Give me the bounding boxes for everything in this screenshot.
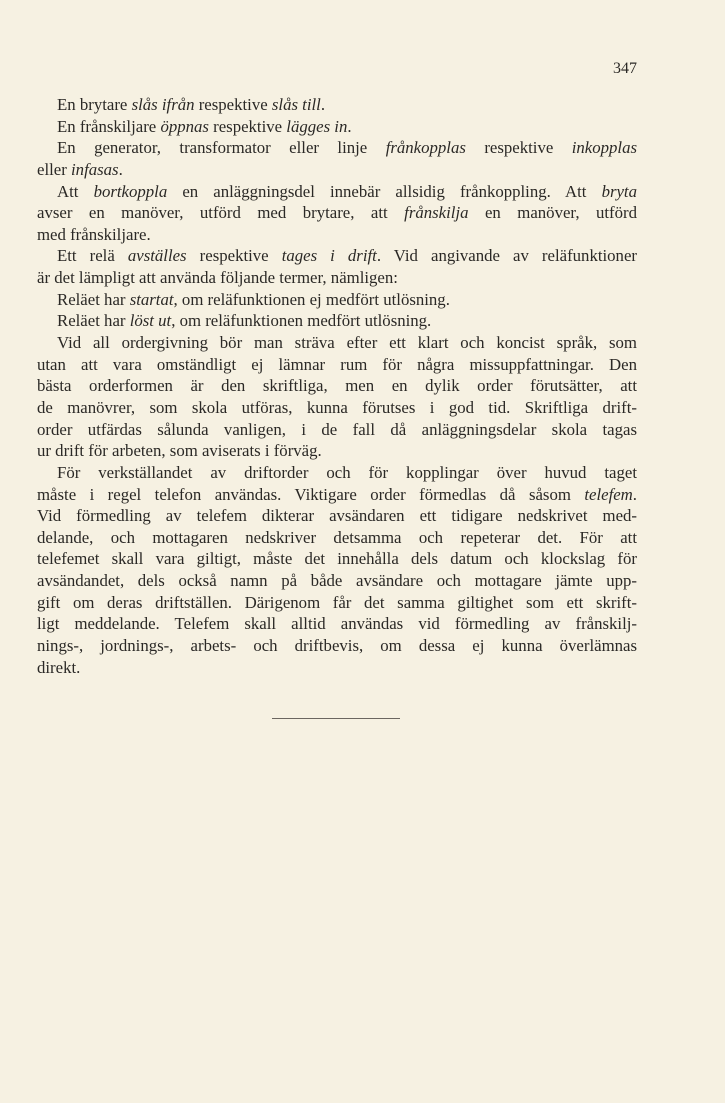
text-line <box>37 548 637 570</box>
italic-term: infasas <box>71 159 119 179</box>
italic-term: löst ut <box>129 311 172 331</box>
italic-term: slås ifrån <box>131 95 195 114</box>
text-line <box>37 505 637 527</box>
text-run: ur drift för arbeten, som aviserats i förväg. <box>37 441 322 461</box>
text-run: respektive <box>194 95 272 114</box>
italic-term: tages i drift <box>281 246 377 266</box>
text-run: , om reläfunktionen ej medfört utlösning. <box>173 289 450 309</box>
text-line <box>37 354 637 376</box>
text-run: order utfärdas sålunda vanligen, i de fall då anläggningsdelar skola tagas <box>37 419 637 439</box>
text-run: . <box>347 116 352 136</box>
text-line <box>37 289 637 311</box>
text-line <box>37 613 637 635</box>
text-run: de manövrer, som skola utföras, kunna förutses i god tid. Skriftliga drift- <box>37 397 637 417</box>
text-run: respektive <box>208 116 287 136</box>
italic-term: lägges in <box>286 116 348 136</box>
text-run: bästa orderformen är den skriftliga, men en dylik order förutsätter, att <box>37 376 637 396</box>
text-line <box>37 462 637 484</box>
text-line <box>37 116 637 138</box>
text-run: . <box>632 484 637 504</box>
text-run: eller <box>37 159 72 179</box>
page-number: 347 <box>613 60 637 77</box>
text-run: ligt meddelande. Telefem skall alltid användas vid förmedling av frånskilj- <box>37 614 637 634</box>
text-run: respektive <box>186 246 282 266</box>
text-run: . Vid angivande av reläfunktioner <box>376 246 637 266</box>
text-run: Reläet har <box>57 289 130 309</box>
italic-term: inkopplas <box>571 138 637 158</box>
text-line <box>37 570 637 592</box>
text-run: . <box>320 95 326 114</box>
text-line <box>37 310 637 332</box>
italic-term: slås till <box>271 95 321 114</box>
text-line <box>37 635 637 657</box>
text-line <box>37 224 637 246</box>
text-run: Reläet har <box>57 311 130 331</box>
italic-term: telefem <box>584 484 633 504</box>
text-line <box>37 484 637 506</box>
text-run: En generator, transformator eller linje <box>57 138 386 158</box>
text-run: En frånskiljare <box>57 116 161 136</box>
text-line <box>37 245 637 267</box>
text-line <box>37 267 637 289</box>
text-run: gift om deras driftställen. Därigenom får det samma giltighet som ett skrift- <box>37 592 637 612</box>
italic-term: öppnas <box>160 116 209 136</box>
italic-term: frånkopplas <box>385 138 466 158</box>
text-run: delande, och mottagaren nedskriver detsamma och repeterar det. För att <box>37 527 637 547</box>
text-run: utan att vara omständligt ej lämnar rum för några missuppfattningar. Den <box>37 354 637 374</box>
italic-term: frånskilja <box>404 203 469 223</box>
text-run: Vid all ordergivning bör man sträva efter ett klart och koncist språk, som <box>57 333 637 353</box>
italic-term: bortkoppla <box>93 181 168 201</box>
text-run: med frånskiljare. <box>37 224 151 244</box>
text-run: En brytare <box>57 95 132 114</box>
text-line <box>37 397 637 419</box>
section-end-rule <box>272 718 400 719</box>
text-run: en anläggningsdel innebär allsidig frånkoppling. Att <box>167 181 602 201</box>
text-run: avsändandet, dels också namn på både avsändare och mottagare jämte upp- <box>37 571 637 591</box>
text-line <box>37 94 637 116</box>
text-run: direkt. <box>37 657 81 677</box>
text-run: , om reläfunktionen medfört utlösning. <box>171 311 432 331</box>
text-line <box>37 375 637 397</box>
italic-term: avställes <box>127 246 187 266</box>
text-run: avser en manöver, utförd med brytare, att <box>37 203 405 223</box>
text-run: en manöver, utförd <box>468 203 638 223</box>
text-line <box>37 137 637 159</box>
italic-term: startat <box>129 289 174 309</box>
text-line <box>37 440 637 462</box>
text-run: För verkställandet av driftorder och för kopplingar över huvud taget <box>57 462 637 482</box>
text-run: telefemet skall vara giltigt, måste det innehålla dels datum och klockslag för <box>37 549 637 569</box>
text-line <box>37 657 637 679</box>
text-run: Vid förmedling av telefem dikterar avsändaren ett tidigare nedskrivet med- <box>37 506 637 526</box>
text-line <box>37 181 637 203</box>
italic-term: bryta <box>601 181 637 201</box>
text-line <box>37 202 637 224</box>
text-line <box>37 527 637 549</box>
text-line <box>37 592 637 614</box>
text-line <box>37 159 637 181</box>
body-text <box>37 94 637 678</box>
text-run: är det lämpligt att använda följande termer, nämligen: <box>37 268 398 288</box>
text-line <box>37 332 637 354</box>
text-run: måste i regel telefon användas. Viktigare order förmedlas då såsom <box>37 484 585 504</box>
text-run: nings-, jordnings-, arbets- och driftbevis, om dessa ej kunna överlämnas <box>37 636 637 656</box>
text-run: Att <box>57 181 94 201</box>
text-run: Ett relä <box>57 246 128 266</box>
text-run: respektive <box>465 138 572 158</box>
text-run: . <box>118 159 123 179</box>
text-line <box>37 419 637 441</box>
